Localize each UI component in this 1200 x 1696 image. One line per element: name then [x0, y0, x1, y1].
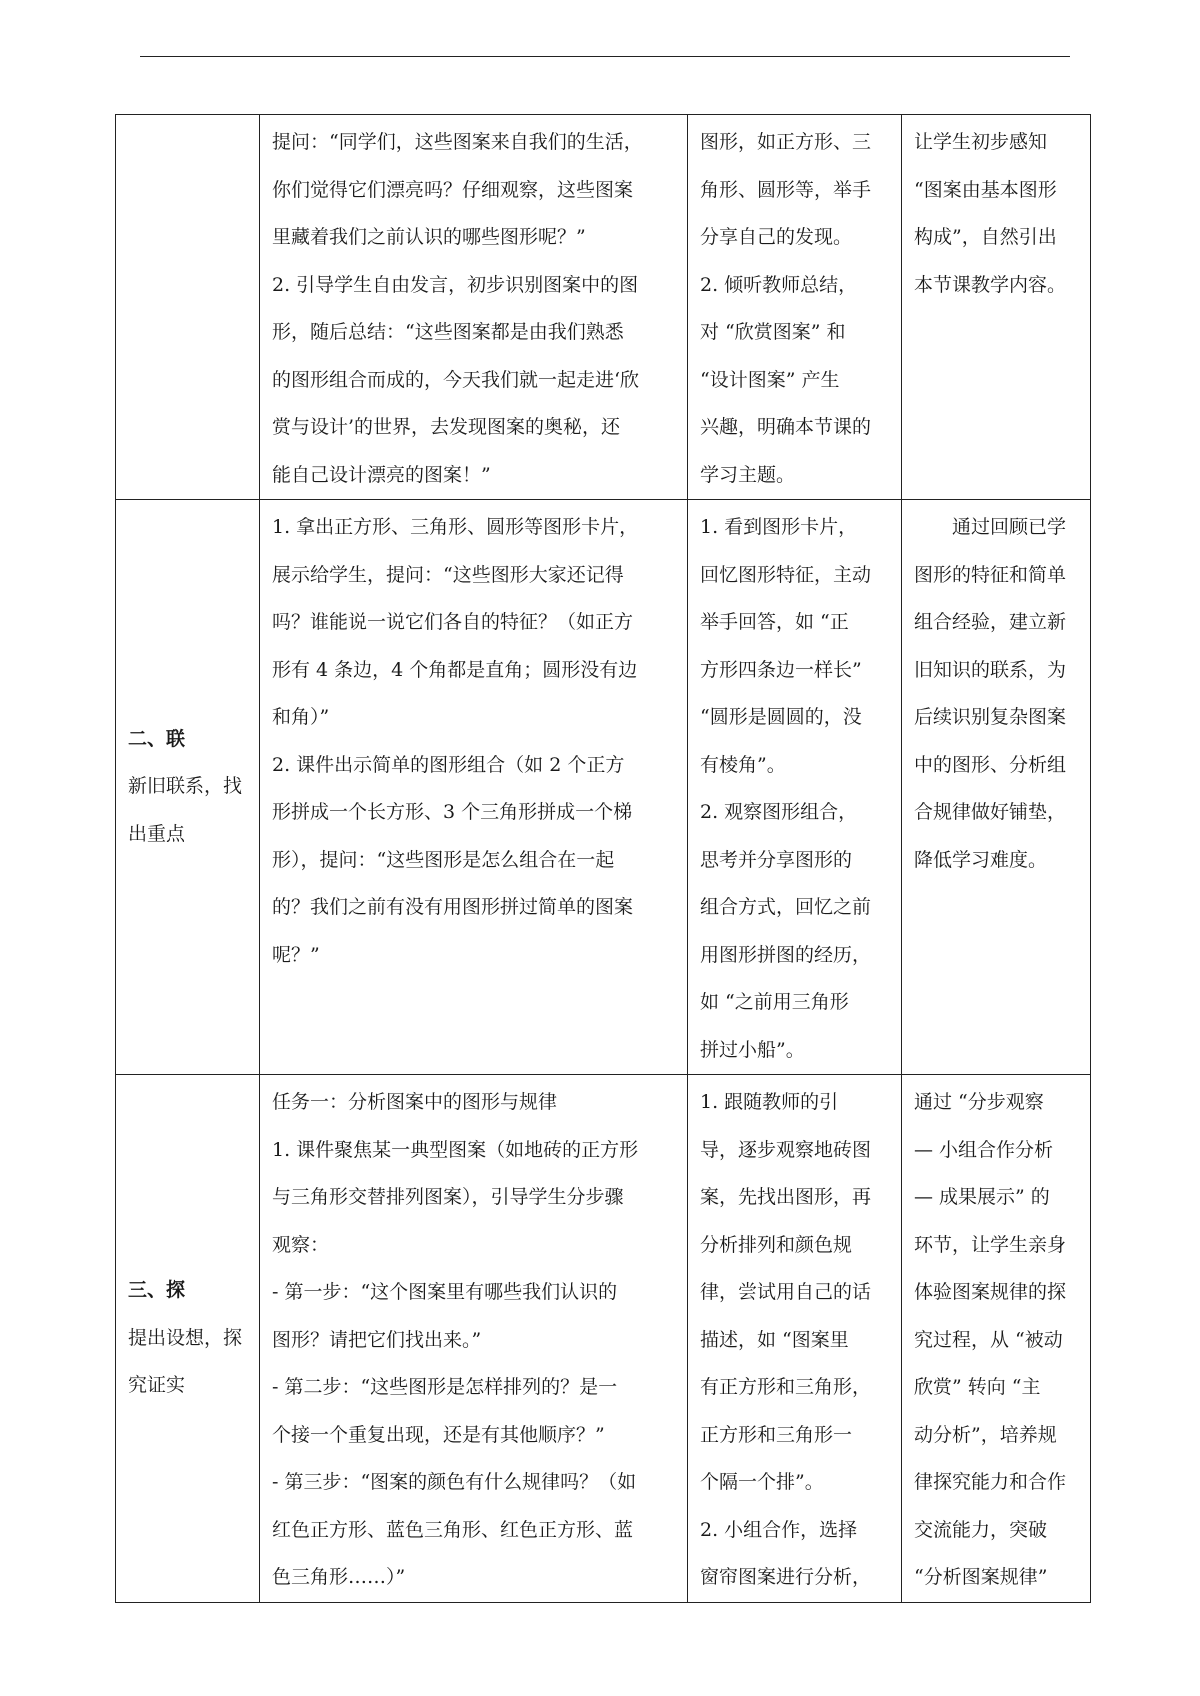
- text-line: 图形？请把它们找出来。”: [272, 1328, 482, 1351]
- student-activity-cell: [688, 500, 902, 1075]
- teacher-activity-cell: [260, 115, 688, 500]
- text-line: 分析排列和颜色规: [700, 1233, 853, 1256]
- text-line: 的？我们之前有没有用图形拼过简单的图案: [272, 896, 634, 918]
- stage-cell: [116, 115, 260, 500]
- text-line: “圆形是圆圆的，没: [700, 706, 862, 728]
- text-line: 导，逐步观察地砖图: [700, 1138, 872, 1161]
- text-line: 用图形拼图的经历，: [700, 943, 872, 966]
- design-intent-cell: [902, 115, 1091, 500]
- text-line: 环节，让学生亲身: [914, 1233, 1067, 1256]
- text-line: 拼过小船”。: [700, 1038, 805, 1061]
- text-line: 案，先找出图形，再: [700, 1186, 872, 1208]
- text-line: 2. 课件出示简单的图形组合（如 2 个正方: [272, 753, 625, 776]
- text-line: 合规律做好铺垫，: [914, 801, 1067, 823]
- stage-description: 提出设想，探究证实: [128, 1326, 243, 1396]
- text-line: 2. 小组合作，选择: [700, 1518, 858, 1541]
- text-line: 你们觉得它们漂亮吗？仔细观察，这些图案: [272, 178, 634, 201]
- design-intent-cell: [902, 500, 1091, 1075]
- text-line: 的图形组合而成的，今天我们就一起走进‘欣: [272, 368, 640, 391]
- text-line: 形，随后总结：“这些图案都是由我们熟悉: [272, 321, 624, 343]
- text-line: 展示给学生，提问：“这些图形大家还记得: [272, 563, 624, 586]
- text-line: 组合经验，建立新: [914, 611, 1067, 633]
- text-line: 和角）”: [272, 706, 330, 728]
- text-line: - 第一步：“这个图案里有哪些我们认识的: [272, 1281, 618, 1303]
- text-line: 究过程，从 “被动: [914, 1328, 1063, 1351]
- teacher-activity-cell: [260, 500, 688, 1075]
- text-line: 色三角形……）”: [272, 1566, 406, 1588]
- text-line: 通过回顾已学: [952, 516, 1067, 538]
- text-line: 2. 观察图形组合，: [700, 801, 858, 823]
- text-line: — 小组合作分析: [914, 1138, 1054, 1161]
- text-line: 举手回答，如 “正: [700, 611, 849, 633]
- teacher-activity-cell: [260, 1075, 688, 1603]
- text-line: 任务一：分析图案中的图形与规律: [272, 1091, 558, 1113]
- text-line: 回忆图形特征，主动: [700, 563, 872, 586]
- text-line: 方形四条边一样长”: [700, 658, 862, 681]
- text-line: 形），提问：“这些图形是怎么组合在一起: [272, 848, 615, 871]
- student-activity-cell: [688, 1075, 902, 1603]
- table-row: [116, 115, 1091, 500]
- text-line: 描述，如 “图案里: [700, 1328, 849, 1351]
- text-line: 2. 倾听教师总结，: [700, 273, 858, 296]
- text-line: 学习主题。: [700, 463, 796, 486]
- lesson-plan-table: [115, 114, 1091, 1603]
- text-line: 形有 4 条边，4 个角都是直角；圆形没有边: [272, 658, 638, 681]
- text-line: “分析图案规律”: [914, 1566, 1048, 1588]
- text-line: 赏与设计’的世界，去发现图案的奥秘，还: [272, 416, 621, 438]
- text-line: 旧知识的联系，为: [914, 658, 1067, 681]
- text-line: 律，尝试用自己的话: [700, 1281, 872, 1303]
- text-line: 个隔一个排”。: [700, 1471, 824, 1493]
- text-line: 有棱角”。: [700, 753, 786, 776]
- text-line: 欣赏” 转向 “主: [914, 1376, 1041, 1398]
- text-line: 律探究能力和合作: [914, 1471, 1067, 1493]
- stage-cell: [116, 1075, 260, 1603]
- table-row: [116, 1075, 1091, 1603]
- text-line: 里藏着我们之前认识的哪些图形呢？”: [272, 226, 586, 248]
- text-line: 构成”，自然引出: [914, 226, 1057, 248]
- text-line: 动分析”，培养规: [914, 1423, 1057, 1446]
- text-line: 与三角形交替排列图案），引导学生分步骤: [272, 1186, 624, 1208]
- stage-title: 二、联: [128, 727, 186, 750]
- stage-title: 三、探: [128, 1279, 186, 1301]
- stage-description: 新旧联系，找出重点: [128, 775, 243, 845]
- text-line: 思考并分享图形的: [700, 848, 853, 871]
- text-line: 观察：: [272, 1233, 330, 1256]
- text-line: 让学生初步感知: [914, 131, 1048, 153]
- text-line: 后续识别复杂图案: [914, 706, 1067, 728]
- text-line: — 成果展示” 的: [914, 1186, 1050, 1208]
- text-line: 提问：“同学们，这些图案来自我们的生活，: [272, 131, 643, 153]
- text-line: 分享自己的发现。: [700, 226, 853, 248]
- text-line: 图形的特征和简单: [914, 563, 1067, 586]
- text-line: 本节课教学内容。: [914, 273, 1067, 296]
- text-line: 能自己设计漂亮的图案！”: [272, 463, 491, 486]
- text-line: “设计图案” 产生: [700, 368, 840, 391]
- header-rule: [140, 56, 1070, 57]
- text-line: - 第三步：“图案的颜色有什么规律吗？（如: [272, 1471, 637, 1493]
- text-line: 兴趣，明确本节课的: [700, 416, 872, 438]
- text-line: 1. 拿出正方形、三角形、圆形等图形卡片，: [272, 516, 639, 538]
- text-line: 有正方形和三角形，: [700, 1376, 872, 1398]
- text-line: 1. 课件聚焦某一典型图案（如地砖的正方形: [272, 1138, 639, 1161]
- text-line: 正方形和三角形一: [700, 1423, 853, 1446]
- text-line: 如 “之前用三角形: [700, 991, 849, 1013]
- text-line: 降低学习难度。: [914, 848, 1048, 871]
- text-line: 组合方式，回忆之前: [700, 896, 872, 918]
- text-line: 角形、圆形等，举手: [700, 178, 872, 201]
- text-line: 红色正方形、蓝色三角形、红色正方形、蓝: [272, 1518, 634, 1541]
- text-line: 图形，如正方形、三: [700, 131, 872, 153]
- text-line: “图案由基本图形: [914, 178, 1057, 201]
- text-line: 通过 “分步观察: [914, 1091, 1044, 1113]
- text-line: - 第二步：“这些图形是怎样排列的？是一: [272, 1376, 618, 1398]
- text-line: 对 “欣赏图案” 和: [700, 321, 846, 343]
- text-line: 中的图形、分析组: [914, 753, 1067, 776]
- table-row: [116, 500, 1091, 1075]
- text-line: 窗帘图案进行分析，: [700, 1566, 872, 1588]
- text-line: 体验图案规律的探: [914, 1281, 1067, 1303]
- text-line: 交流能力，突破: [914, 1518, 1048, 1541]
- text-line: 1. 看到图形卡片，: [700, 516, 858, 538]
- student-activity-cell: [688, 115, 902, 500]
- text-line: 1. 跟随教师的引: [700, 1091, 839, 1113]
- design-intent-cell: [902, 1075, 1091, 1603]
- text-line: 2. 引导学生自由发言，初步识别图案中的图: [272, 273, 639, 296]
- text-line: 个接一个重复出现，还是有其他顺序？”: [272, 1423, 605, 1446]
- text-line: 呢？”: [272, 943, 320, 966]
- text-line: 形拼成一个长方形、3 个三角形拼成一个梯: [272, 801, 633, 823]
- stage-cell: [116, 500, 260, 1075]
- text-line: 吗？谁能说一说它们各自的特征？（如正方: [272, 611, 634, 633]
